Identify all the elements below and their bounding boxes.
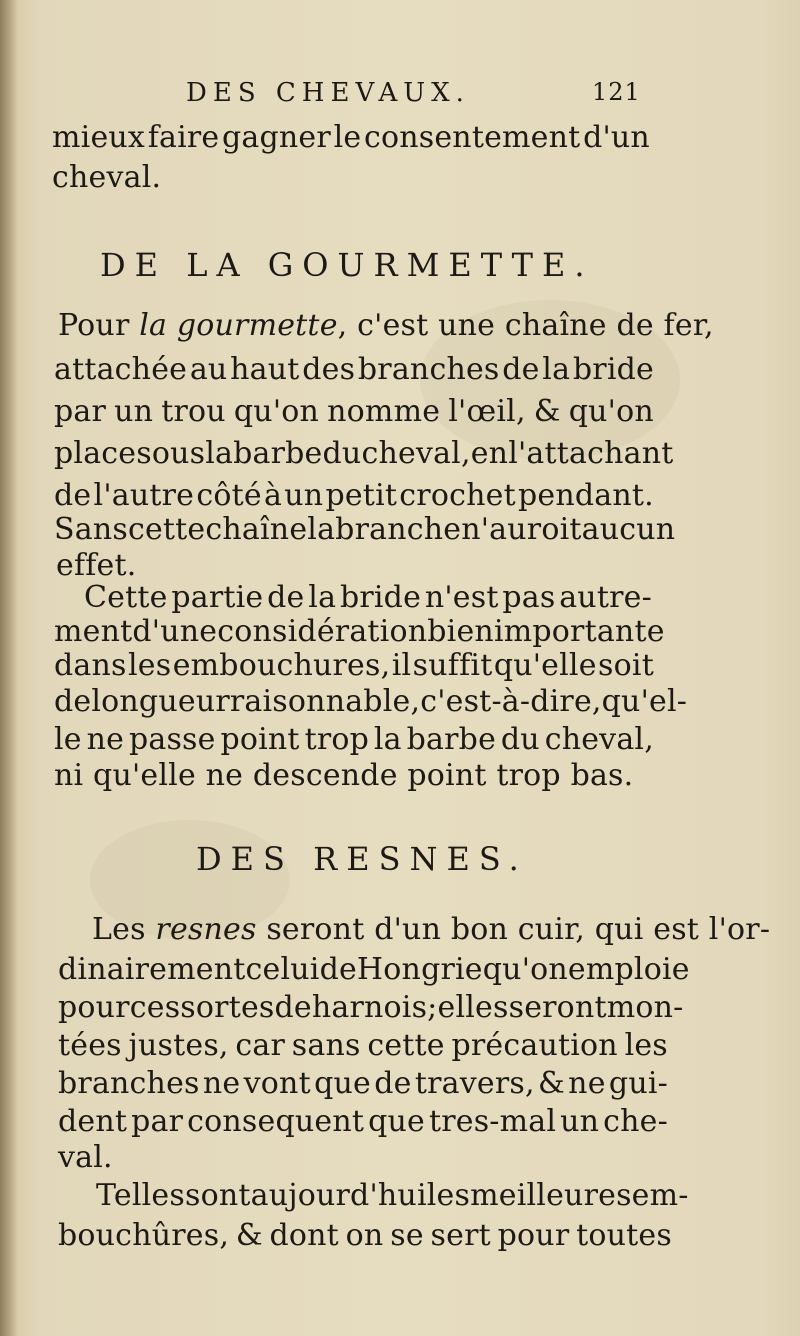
- word: justes,: [128, 1028, 229, 1063]
- word: des: [302, 352, 356, 387]
- word: raisonnable,: [229, 684, 421, 719]
- text-line: [58, 1218, 672, 1254]
- word: de: [502, 352, 540, 387]
- text-line: [58, 1104, 668, 1140]
- text-line: [52, 120, 650, 156]
- word: seront: [508, 990, 607, 1025]
- word: mieux: [52, 120, 146, 155]
- word: sortes: [180, 990, 275, 1025]
- word: &: [533, 394, 561, 429]
- word: par: [54, 394, 107, 429]
- word: à: [263, 478, 283, 513]
- section-title-resnes: DES RESNES.: [196, 840, 528, 878]
- word: par: [131, 1104, 184, 1139]
- word: gui-: [608, 1066, 668, 1101]
- word: attachée: [54, 352, 188, 387]
- word: bride: [572, 352, 654, 387]
- word: travers,: [414, 1066, 535, 1101]
- word: consequent: [187, 1104, 365, 1139]
- page-gutter: [0, 0, 18, 1336]
- word: branches: [357, 352, 500, 387]
- text-line: effet.: [56, 548, 137, 583]
- word: embouchures,: [172, 648, 391, 683]
- word: qu'on: [568, 394, 654, 429]
- term-gourmette: la gourmette: [139, 308, 338, 343]
- word: autre-: [559, 580, 652, 615]
- word: suffit: [412, 648, 493, 683]
- word: trou: [161, 394, 226, 429]
- text-line: [58, 952, 690, 988]
- word: le: [333, 120, 362, 155]
- word: aucun: [581, 512, 676, 547]
- word: cheval,: [544, 722, 654, 757]
- word: on: [345, 1218, 384, 1253]
- word: du: [322, 436, 362, 471]
- word: &: [538, 1066, 565, 1101]
- word: cette: [367, 1028, 445, 1063]
- word: de: [54, 478, 92, 513]
- word: d'un: [583, 120, 650, 155]
- word: d'une: [132, 614, 218, 649]
- word: Cette: [84, 580, 168, 615]
- text-line: [54, 478, 654, 514]
- running-title: DES CHEVAUX.: [186, 78, 470, 108]
- word: l'attachant: [508, 436, 674, 471]
- word: harnois;: [311, 990, 438, 1025]
- word: barbe: [233, 436, 323, 471]
- text-line: [54, 436, 674, 472]
- text-line: cheval.: [52, 160, 162, 195]
- word: précaution: [451, 1028, 618, 1063]
- word: un: [114, 394, 154, 429]
- word: tées: [58, 1028, 122, 1063]
- word: toutes: [576, 1218, 672, 1253]
- text-line: [58, 990, 684, 1026]
- text-line: [54, 352, 654, 388]
- text-line: [54, 614, 665, 650]
- word: chaîne: [205, 512, 308, 547]
- word: en: [470, 436, 509, 471]
- word: place: [54, 436, 137, 471]
- word: faire: [147, 120, 220, 155]
- word: un: [284, 478, 324, 513]
- word: considération: [217, 614, 428, 649]
- word: branche: [335, 512, 462, 547]
- word: n'est: [424, 580, 499, 615]
- word: de: [274, 990, 312, 1025]
- word: trop: [304, 722, 370, 757]
- word: crochet: [399, 478, 516, 513]
- word: pendant.: [518, 478, 654, 513]
- text-line: [54, 512, 676, 548]
- word: Hongrie: [356, 952, 483, 987]
- word: partie: [171, 580, 264, 615]
- word: qu'on: [482, 952, 568, 987]
- word: de: [267, 580, 305, 615]
- word: ces: [129, 990, 181, 1025]
- word: cette: [127, 512, 206, 547]
- word: sans: [291, 1028, 361, 1063]
- word: côté: [196, 478, 262, 513]
- word: pour: [497, 1218, 570, 1253]
- paragraph-first-line: [92, 912, 771, 948]
- word: che-: [603, 1104, 668, 1139]
- word: n'auroit: [461, 512, 582, 547]
- word: ment: [54, 614, 133, 649]
- word: la: [205, 436, 234, 471]
- term-resnes: resnes: [155, 912, 257, 947]
- word: de: [54, 684, 92, 719]
- word: bien: [427, 614, 494, 649]
- section-title-gourmette: DE LA GOURMETTE.: [100, 246, 594, 284]
- page-number: 121: [592, 78, 641, 106]
- word: ne: [86, 722, 125, 757]
- paragraph-first-line: [58, 308, 714, 344]
- word: le: [54, 722, 82, 757]
- word: pour: [58, 990, 130, 1025]
- word: car: [235, 1028, 286, 1063]
- word: la: [542, 352, 571, 387]
- word: longueur: [91, 684, 230, 719]
- word: Telles: [96, 1178, 185, 1213]
- word: dinairement: [58, 952, 246, 987]
- word: qu'el-: [601, 684, 688, 719]
- word: passe: [128, 722, 216, 757]
- word: bouchûres,: [58, 1218, 230, 1253]
- word: barbe: [406, 722, 497, 757]
- word: pas: [502, 580, 556, 615]
- word: de: [319, 952, 357, 987]
- word: soit: [598, 648, 654, 683]
- word: petit: [325, 478, 398, 513]
- word: mon-: [606, 990, 684, 1025]
- text-line: [54, 394, 654, 430]
- word: dont: [269, 1218, 339, 1253]
- text-line: [58, 1066, 668, 1102]
- word: la: [307, 512, 336, 547]
- word: c'est-à-dire,: [420, 684, 602, 719]
- word: la: [308, 580, 337, 615]
- word: sert: [430, 1218, 491, 1253]
- word: les: [624, 1028, 668, 1063]
- word: l'autre: [93, 478, 195, 513]
- word: branches: [58, 1066, 200, 1101]
- word: que: [314, 1066, 371, 1101]
- text-line: [96, 1178, 689, 1214]
- word: aujourd'hui: [250, 1178, 427, 1213]
- word: importante: [493, 614, 665, 649]
- paragraph-text: Les: [92, 912, 156, 947]
- word: les: [127, 648, 172, 683]
- word: gagner: [222, 120, 331, 155]
- word: sous: [136, 436, 206, 471]
- word: qu'on: [233, 394, 320, 429]
- word: cheval,: [361, 436, 471, 471]
- text-line: [54, 684, 688, 720]
- word: il: [391, 648, 412, 683]
- word: de: [374, 1066, 412, 1101]
- word: tres-mal: [428, 1104, 557, 1139]
- paragraph-text: , c'est une chaîne de fer,: [337, 308, 714, 343]
- word: emploie: [567, 952, 690, 987]
- text-line: [58, 1028, 668, 1064]
- text-line: [54, 722, 654, 758]
- running-header: [0, 78, 800, 118]
- text-line: [54, 648, 654, 684]
- word: qu'elle: [493, 648, 597, 683]
- text-line: val.: [58, 1140, 113, 1175]
- word: consentement: [363, 120, 581, 155]
- word: que: [368, 1104, 425, 1139]
- word: em-: [631, 1178, 689, 1213]
- word: Sans: [54, 512, 128, 547]
- paragraph-text: seront d'un bon cuir, qui est l'or-: [256, 912, 771, 947]
- text-line: [84, 580, 652, 616]
- word: sont: [184, 1178, 251, 1213]
- word: dans: [54, 648, 127, 683]
- word: elles: [437, 990, 509, 1025]
- word: l'œil,: [448, 394, 526, 429]
- word: au: [189, 352, 228, 387]
- word: nomme: [327, 394, 441, 429]
- word: haut: [230, 352, 300, 387]
- word: vont: [243, 1066, 311, 1101]
- word: un: [560, 1104, 600, 1139]
- word: ne: [202, 1066, 241, 1101]
- word: bride: [339, 580, 422, 615]
- word: celui: [245, 952, 320, 987]
- word: point: [220, 722, 300, 757]
- text-line: ni qu'elle ne descende point trop bas.: [54, 758, 634, 793]
- word: du: [500, 722, 540, 757]
- word: meilleures: [470, 1178, 632, 1213]
- word: les: [426, 1178, 471, 1213]
- word: &: [235, 1218, 263, 1253]
- word: la: [373, 722, 402, 757]
- word: ne: [568, 1066, 606, 1101]
- paragraph-text: Pour: [58, 308, 140, 343]
- word: dent: [58, 1104, 128, 1139]
- word: se: [390, 1218, 424, 1253]
